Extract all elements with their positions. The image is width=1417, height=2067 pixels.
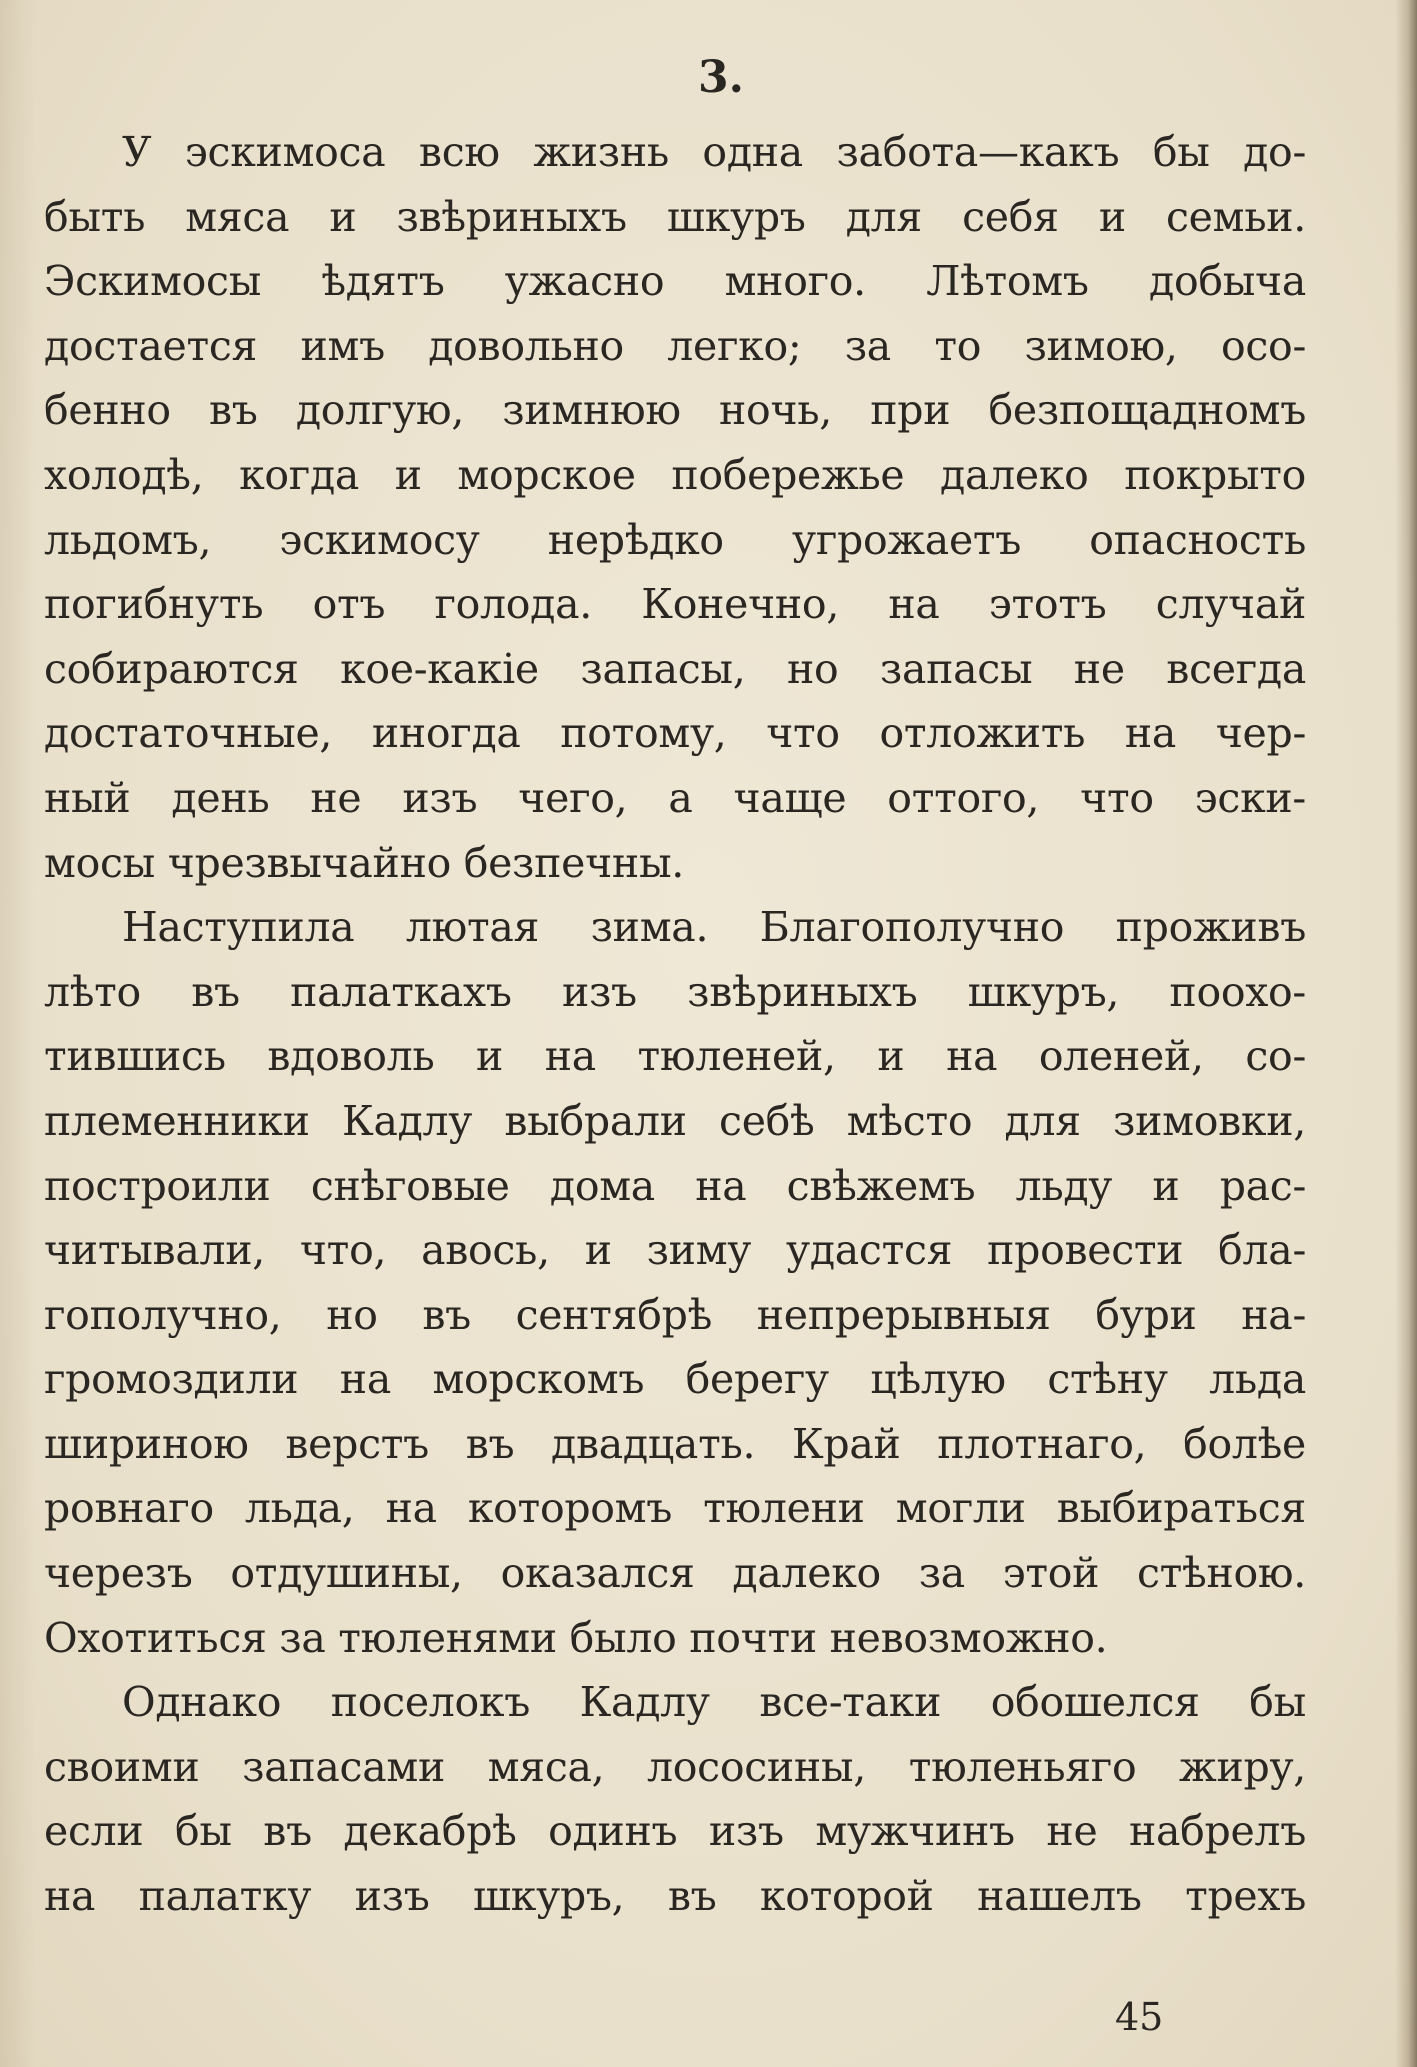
text-line: достаточные, иногда потому, что отложить на чер- bbox=[44, 709, 1306, 758]
text-line: мосы чрезвычайно безпечны. bbox=[44, 838, 685, 887]
text-line: племенники Кадлу выбрали себѣ мѣсто для зимовки, bbox=[44, 1096, 1306, 1145]
paragraph-3 bbox=[44, 1670, 1306, 1928]
text-line: читывали, что, авось, и зиму удастся провести бла- bbox=[44, 1226, 1306, 1275]
text-line: построили снѣговые дома на свѣжемъ льду и рас- bbox=[44, 1161, 1306, 1210]
text-line: собираются кое-какіе запасы, но запасы не всегда bbox=[44, 644, 1306, 693]
text-line: своими запасами мяса, лососины, тюленьяго жиру, bbox=[44, 1742, 1306, 1791]
text-line: бенно въ долгую, зимнюю ночь, при безпощадномъ bbox=[44, 386, 1306, 435]
text-line: громоздили на морскомъ берегу цѣлую стѣну льда bbox=[44, 1355, 1306, 1404]
text-line: Однако поселокъ Кадлу все-таки обошелся бы bbox=[122, 1678, 1306, 1727]
paragraph-2 bbox=[44, 895, 1306, 1670]
text-line: холодѣ, когда и морское побережье далеко покрыто bbox=[44, 450, 1306, 499]
text-line: если бы въ декабрѣ одинъ изъ мужчинъ не набрелъ bbox=[44, 1807, 1306, 1856]
paragraph-1 bbox=[44, 120, 1306, 895]
page-edge-shadow bbox=[1395, 0, 1417, 2067]
text-line: Охотиться за тюленями было почти невозможно. bbox=[44, 1613, 1108, 1662]
page-gutter-shadow bbox=[0, 0, 36, 2067]
text-line: достается имъ довольно легко; за то зимою, осо- bbox=[44, 321, 1306, 370]
text-line: ровнаго льда, на которомъ тюлени могли выбираться bbox=[44, 1484, 1306, 1533]
text-line: гополучно, но въ сентябрѣ непрерывныя бури на- bbox=[44, 1290, 1306, 1339]
text-line: У эскимоса всю жизнь одна забота—какъ бы до- bbox=[122, 128, 1306, 176]
body-text bbox=[44, 120, 1306, 1929]
text-line: черезъ отдушины, оказался далеко за этой стѣною. bbox=[44, 1549, 1306, 1598]
chapter-number: 3. bbox=[698, 52, 744, 103]
page-number: 45 bbox=[1115, 1995, 1164, 2039]
text-line: Эскимосы ѣдятъ ужасно много. Лѣтомъ добыча bbox=[44, 257, 1306, 306]
text-line: шириною верстъ въ двадцать. Край плотнаго, болѣе bbox=[44, 1419, 1306, 1468]
text-line: лѣто въ палаткахъ изъ звѣриныхъ шкуръ, поохо- bbox=[44, 967, 1306, 1016]
text-line: погибнуть отъ голода. Конечно, на этотъ случай bbox=[44, 580, 1306, 629]
text-line: тившись вдоволь и на тюленей, и на оленей, со- bbox=[44, 1032, 1306, 1081]
text-line: на палатку изъ шкуръ, въ которой нашелъ трехъ bbox=[44, 1872, 1306, 1921]
text-line: Наступила лютая зима. Благополучно проживъ bbox=[122, 903, 1306, 952]
text-line: быть мяса и звѣриныхъ шкуръ для себя и семьи. bbox=[44, 192, 1306, 241]
text-line: ный день не изъ чего, а чаще оттого, что эски- bbox=[44, 773, 1306, 822]
text-line: льдомъ, эскимосу нерѣдко угрожаетъ опасность bbox=[44, 515, 1306, 564]
